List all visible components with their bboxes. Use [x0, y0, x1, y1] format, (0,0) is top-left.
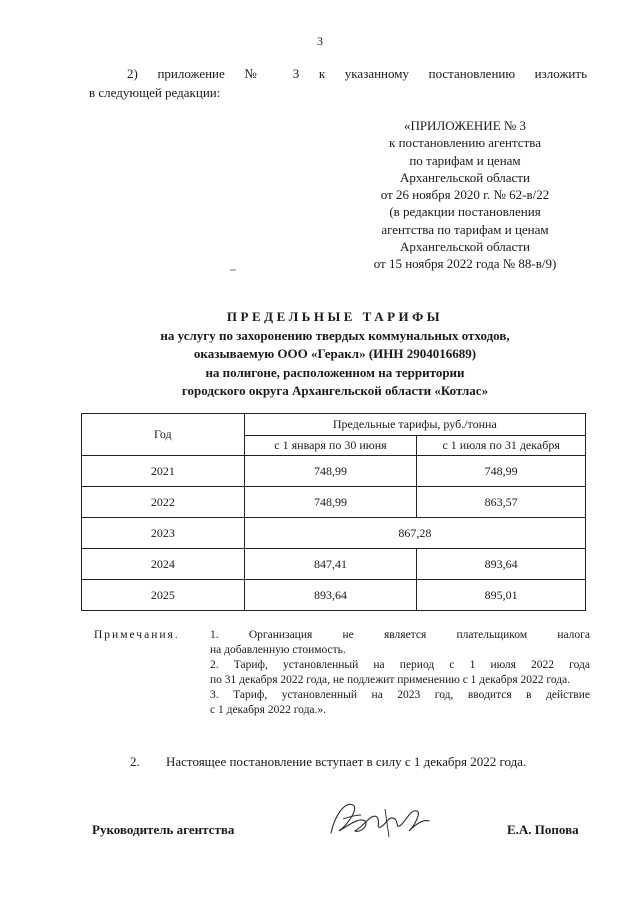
- cell-year: 2025: [82, 580, 245, 611]
- cell-first-half: 748,99: [244, 456, 417, 487]
- appendix-line: к постановлению агентства: [389, 135, 541, 151]
- title-line: на услугу по захоронению твердых коммунальных отходов,: [160, 327, 510, 343]
- notes-body: [210, 628, 590, 718]
- header-second-half: с 1 июля по 31 декабря: [417, 436, 586, 456]
- table-row: [82, 518, 586, 549]
- note-3-first: 3. Тариф, установленный на 2023 год, вводится в действие: [210, 689, 590, 701]
- cell-second-half: 863,57: [417, 487, 586, 518]
- cell-year: 2022: [82, 487, 245, 518]
- signatory-position: Руководитель агентства: [92, 822, 235, 837]
- table-row: [82, 580, 586, 611]
- table-row: [82, 487, 586, 518]
- table-row: [82, 456, 586, 487]
- table-header-row: [82, 414, 586, 436]
- amendment-paragraph: [89, 64, 587, 102]
- appendix-line: «ПРИЛОЖЕНИЕ № 3: [403, 118, 527, 133]
- scan-mark: [230, 269, 236, 271]
- appendix-line: Архангельской области: [400, 169, 530, 185]
- title-line: городского округа Архангельской области «Котлас»: [181, 383, 489, 398]
- cell-second-half: 895,01: [417, 580, 586, 611]
- appendix-line: по тарифам и ценам: [409, 152, 521, 168]
- cell-second-half: 893,64: [417, 549, 586, 580]
- document-title: [100, 308, 570, 401]
- cell-year: 2023: [82, 518, 245, 549]
- appendix-line: Архангельской области: [400, 239, 530, 255]
- cell-year: 2021: [82, 456, 245, 487]
- appendix-line: (в редакции постановления: [389, 204, 541, 220]
- tariff-table: [81, 413, 586, 611]
- signatory-name: Е.А. Попова: [507, 822, 579, 837]
- cell-first-half: 893,64: [244, 580, 417, 611]
- header-tariff-group: Предельные тарифы, руб./тонна: [244, 414, 585, 436]
- amendment-line-1: 2) приложение № 3 к указанному постановлению изложить: [127, 66, 587, 81]
- appendix-header: [345, 117, 585, 273]
- note-2-first: 2. Тариф, установленный на период с 1 июля 2022 года: [210, 659, 590, 671]
- note-1-first: 1. Организация не является плательщиком налога: [210, 629, 590, 641]
- amendment-line-2: в следующей редакции:: [89, 85, 221, 100]
- note-1-rest: на добавленную стоимость.: [210, 644, 346, 656]
- title-heading: ПРЕДЕЛЬНЫЕ ТАРИФЫ: [226, 309, 444, 324]
- title-line: на полигоне, расположенном на территории: [205, 364, 465, 380]
- appendix-line: от 26 ноября 2020 г. № 62-в/22: [380, 187, 550, 203]
- table-row: [82, 549, 586, 580]
- notes-label: Примечания.: [94, 629, 180, 641]
- header-year: Год: [82, 414, 245, 456]
- handwritten-signature: [325, 795, 435, 845]
- appendix-line: от 15 ноября 2022 года № 88-в/9): [373, 256, 557, 272]
- appendix-line: агентства по тарифам и ценам: [381, 221, 549, 237]
- clause-text: Настоящее постановление вступает в силу с 1 декабря 2022 года.: [166, 754, 527, 769]
- title-line: оказываемую ООО «Геракл» (ИНН 2904016689): [193, 346, 477, 361]
- effective-date-clause: [130, 754, 590, 770]
- clause-number: 2.: [130, 754, 140, 769]
- header-first-half: с 1 января по 30 июня: [244, 436, 417, 456]
- cell-first-half: 748,99: [244, 487, 417, 518]
- cell-first-half: 847,41: [244, 549, 417, 580]
- page-number: 3: [317, 34, 323, 48]
- cell-second-half: 748,99: [417, 456, 586, 487]
- note-3-rest: с 1 декабря 2022 года.».: [210, 704, 327, 716]
- note-2-rest: по 31 декабря 2022 года, не подлежит применению с 1 декабря 2022 года.: [210, 674, 571, 686]
- cell-full-year: 867,28: [244, 518, 585, 549]
- cell-year: 2024: [82, 549, 245, 580]
